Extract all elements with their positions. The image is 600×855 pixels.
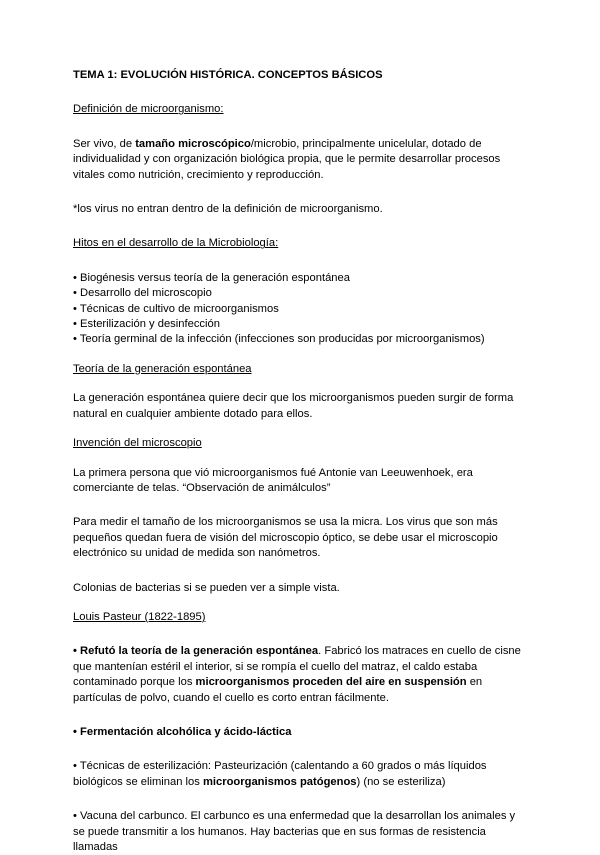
list-item: • Esterilización y desinfección xyxy=(73,318,220,331)
sterilization-text-end: ) (no se esteriliza) xyxy=(356,775,446,788)
list-item: • Teoría germinal de la infección (infecciones son producidas por microorganismos) xyxy=(73,333,485,346)
pasteur-paragraph-4: • Vacuna del carbunco. El carbunco es una enfermedad que la desarrollan los animales y se puede transmitir a los humanos. Hay bacterias que en sus formas de resistencia llamadas xyxy=(73,810,516,853)
list-item: • Desarrollo del microscopio xyxy=(73,287,212,300)
definition-text-end: /microbio, principalmente unicelular, dotado de individualidad y con organización biológica propia, que le permite desarrollar procesos vitales como nutrición, crecimiento y reproducción. xyxy=(73,137,501,181)
fermentation-bold: • Fermentación alcohólica y ácido-láctica xyxy=(73,725,292,738)
microscope-paragraph-3: Colonias de bacterias si se pueden ver a simple vista. xyxy=(73,581,340,594)
pasteur-bold-lead: • Refutó la teoría de la generación espontánea xyxy=(73,645,319,658)
milestones-heading: Hitos en el desarrollo de la Microbiología: xyxy=(73,237,279,250)
pasteur-heading: Louis Pasteur (1822-1895) xyxy=(73,610,206,623)
pasteur-paragraph-2 xyxy=(73,725,528,740)
pasteur-paragraph-1 xyxy=(73,644,528,706)
definition-text-start: Ser vivo, de xyxy=(73,137,136,150)
spontaneous-generation-paragraph: La generación espontánea quiere decir que los microorganismos pueden surgir de forma natural en cualquier ambiente dotado para ellos. xyxy=(73,392,514,420)
pasteur-bold-term: microorganismos proceden del aire en suspensión xyxy=(195,676,467,689)
microscope-paragraph-2: Para medir el tamaño de los microorganismos se usa la micra. Los virus que son más pequeños quedan fuera de visión del microscopio óptico, se debe usar el microscopio electrónico su unidad de medida son nanómetros. xyxy=(73,516,498,560)
definition-heading: Definición de microorganismo: xyxy=(73,103,224,116)
pathogens-bold: microorganismos patógenos xyxy=(202,775,357,788)
document-body xyxy=(73,68,528,855)
pasteur-text-2: en partículas de polvo, cuando el cuello es corto entran fácilmente. xyxy=(73,676,483,704)
milestones-list xyxy=(73,271,528,348)
spontaneous-generation-heading: Teoría de la generación espontánea xyxy=(73,362,252,375)
microscope-paragraph-1: La primera persona que vió microorganismos fué Antonie van Leeuwenhoek, era comerciante de telas. “Observación de animálculos” xyxy=(73,466,473,494)
list-item: • Biogénesis versus teoría de la generación espontánea xyxy=(73,271,350,284)
virus-note: *los virus no entran dentro de la definición de microorganismo. xyxy=(73,203,383,216)
pasteur-text-1: . Fabricó los matraces en cuello de cisne que mantenían estéril el interior, si se rompía el cuello del matraz, el caldo estaba contaminado porque los xyxy=(73,645,521,689)
page-title: TEMA 1: EVOLUCIÓN HISTÓRICA. CONCEPTOS BÁSICOS xyxy=(73,69,383,81)
pasteur-paragraph-3 xyxy=(73,759,528,790)
microscope-heading: Invención del microscopio xyxy=(73,437,202,450)
sterilization-text-start: • Técnicas de esterilización: Pasteurización (calentando a 60 grados o más líquidos biológicos se eliminan los xyxy=(73,760,487,788)
list-item: • Técnicas de cultivo de microorganismos xyxy=(73,302,279,315)
definition-paragraph xyxy=(73,137,528,183)
definition-bold-term: tamaño microscópico xyxy=(135,137,251,150)
